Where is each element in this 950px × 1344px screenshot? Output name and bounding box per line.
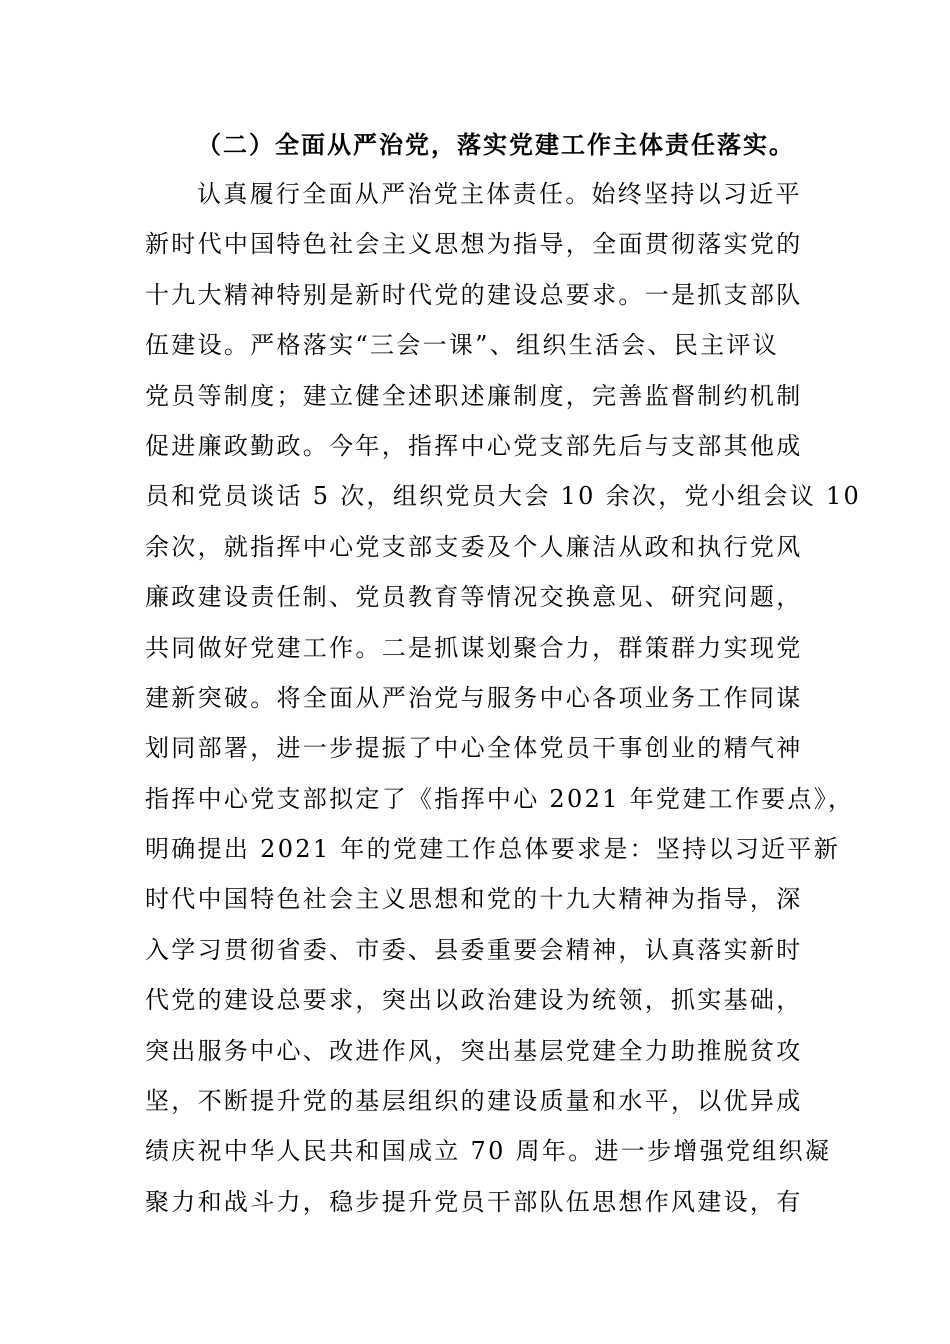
text-line: 明确提出 2021 年的党建工作总体要求是：坚持以习近平新 [145, 835, 841, 864]
text-line: 十九大精神特别是新时代党的建设总要求。一是抓支部队 [145, 280, 803, 309]
text-line: 余次，就指挥中心党支部支委及个人廉洁从政和执行党风 [145, 532, 803, 561]
text-line: 廉政建设责任制、党员教育等情况交换意见、研究问题， [145, 583, 803, 612]
body-text [145, 176, 862, 1234]
text-line: 新时代中国特色社会主义思想为指导，全面贯彻落实党的 [145, 230, 803, 259]
text-line: 聚力和战斗力，稳步提升党员干部队伍思想作风建设，有 [145, 1187, 803, 1216]
section-heading: （二）全面从严治党，落实党建工作主体责任落实。 [197, 130, 795, 159]
text-line: 认真履行全面从严治党主体责任。始终坚持以习近平 [197, 180, 802, 208]
text-line: 绩庆祝中华人民共和国成立 70 周年。进一步增强党组织凝 [145, 1137, 832, 1166]
text-line: 指挥中心党支部拟定了《指挥中心 2021 年党建工作要点》， [145, 784, 855, 813]
text-line: 共同做好党建工作。二是抓谋划聚合力，群策群力实现党 [145, 633, 803, 662]
text-line: 入学习贯彻省委、市委、县委重要会精神，认真落实新时 [145, 935, 803, 964]
text-line: 党员等制度；建立健全述职述廉制度，完善监督制约机制 [145, 381, 803, 410]
text-line: 促进廉政勤政。今年，指挥中心党支部先后与支部其他成 [145, 431, 803, 460]
text-line: 坚，不断提升党的基层组织的建设质量和水平，以优异成 [145, 1087, 803, 1116]
text-line: 时代中国特色社会主义思想和党的十九大精神为指导，深 [145, 885, 803, 914]
text-line: 伍建设。严格落实“三会一课”、组织生活会、民主评议 [145, 331, 780, 360]
text-line: 员和党员谈话 5 次，组织党员大会 10 余次，党小组会议 10 [145, 482, 862, 511]
text-line: 代党的建设总要求，突出以政治建设为统领，抓实基础， [145, 986, 803, 1015]
text-line: 划同部署，进一步提振了中心全体党员干事创业的精气神 [145, 734, 803, 763]
text-line: 突出服务中心、改进作风，突出基层党建全力助推脱贫攻 [145, 1036, 803, 1065]
text-line: 建新突破。将全面从严治党与服务中心各项业务工作同谋 [145, 683, 803, 712]
